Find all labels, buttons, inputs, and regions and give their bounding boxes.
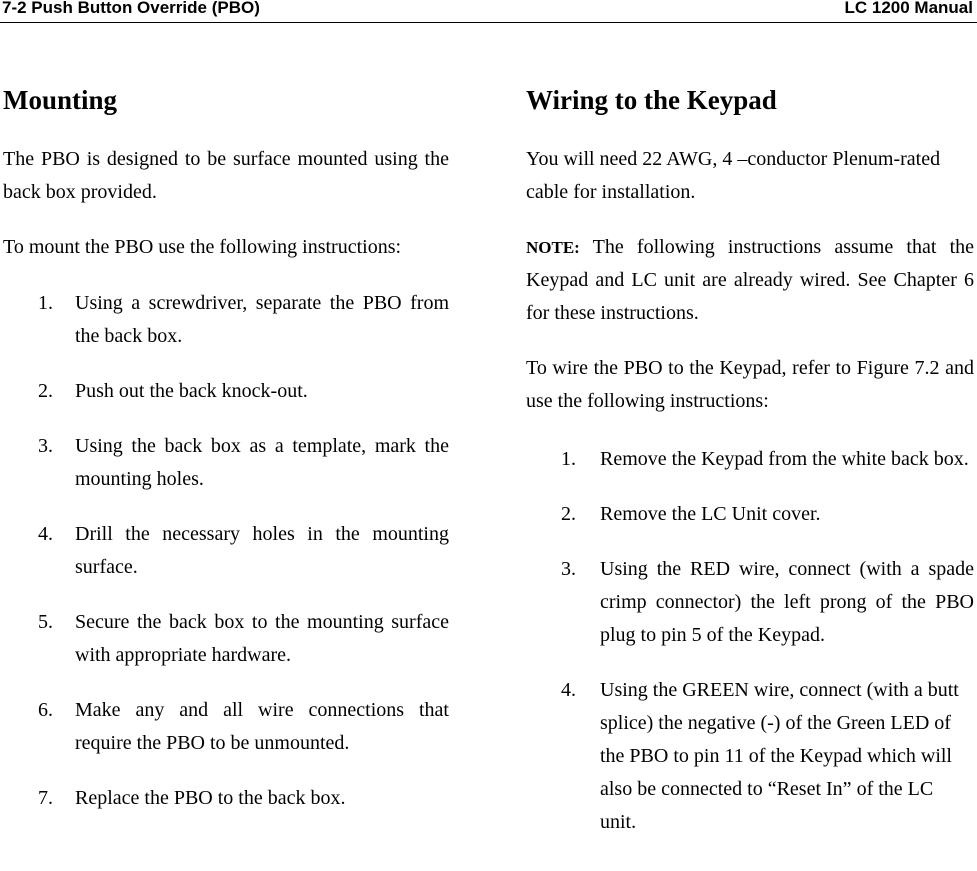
list-item [3,430,449,496]
list-item [526,443,974,476]
wiring-lead: To wire the PBO to the Keypad, refer to Figure 7.2 and use the following instructions: [526,357,974,412]
step-text: Replace the PBO to the back box. [75,787,346,809]
step-number: 2. [561,503,576,525]
step-text: Using the GREEN wire, connect (with a butt splice) the negative (-) of the Green LED of the PBO to pin 11 of the Keypad which will also be connected to “Reset In” of the LC unit. [600,679,959,833]
list-item [3,782,449,815]
note-text: The following instructions assume that the Keypad and LC unit are already wired. See Chapter 6 for these instructions. [526,236,974,324]
step-text: Using the back box as a template, mark the mounting holes. [75,435,449,490]
step-text: Make any and all wire connections that require the PBO to be unmounted. [75,699,449,754]
step-text: Using the RED wire, connect (with a spade crimp connector) the left prong of the PBO plug to pin 5 of the Keypad. [600,558,974,646]
step-number: 5. [38,611,53,633]
note-label: NOTE: [526,238,580,257]
step-number: 3. [38,435,53,457]
step-number: 3. [561,558,576,580]
mounting-lead: To mount the PBO use the following instructions: [3,236,402,258]
step-number: 7. [38,787,53,809]
step-number: 6. [38,699,53,721]
list-item [3,518,449,584]
mounting-steps [3,287,449,815]
wiring-note [526,231,974,330]
list-item [3,287,449,353]
step-text: Push out the back knock-out. [75,380,308,402]
page-header [0,0,977,23]
wiring-intro: You will need 22 AWG, 4 –conductor Plenum-rated cable for installation. [526,148,941,203]
step-number: 4. [561,679,576,701]
header-manual-title: LC 1200 Manual [844,0,973,17]
list-item [526,498,974,531]
wiring-heading: Wiring to the Keypad [526,85,777,115]
step-number: 1. [38,292,53,314]
step-text: Drill the necessary holes in the mounting surface. [75,523,449,578]
list-item [3,375,449,408]
step-number: 4. [38,523,53,545]
mounting-column [3,80,449,815]
wiring-steps [526,443,974,839]
step-text: Using a screwdriver, separate the PBO from the back box. [75,292,449,347]
list-item [526,553,974,652]
step-text: Remove the LC Unit cover. [600,503,821,525]
step-text: Remove the Keypad from the white back box. [600,448,969,470]
mounting-intro: The PBO is designed to be surface mounted using the back box provided. [3,148,449,203]
step-text: Secure the back box to the mounting surface with appropriate hardware. [75,611,449,666]
step-number: 1. [561,448,576,470]
header-section-title: 7-2 Push Button Override (PBO) [2,0,260,17]
step-number: 2. [38,380,53,402]
list-item [526,674,974,839]
mounting-heading: Mounting [3,85,118,115]
wiring-column [526,80,974,839]
list-item [3,694,449,760]
list-item [3,606,449,672]
